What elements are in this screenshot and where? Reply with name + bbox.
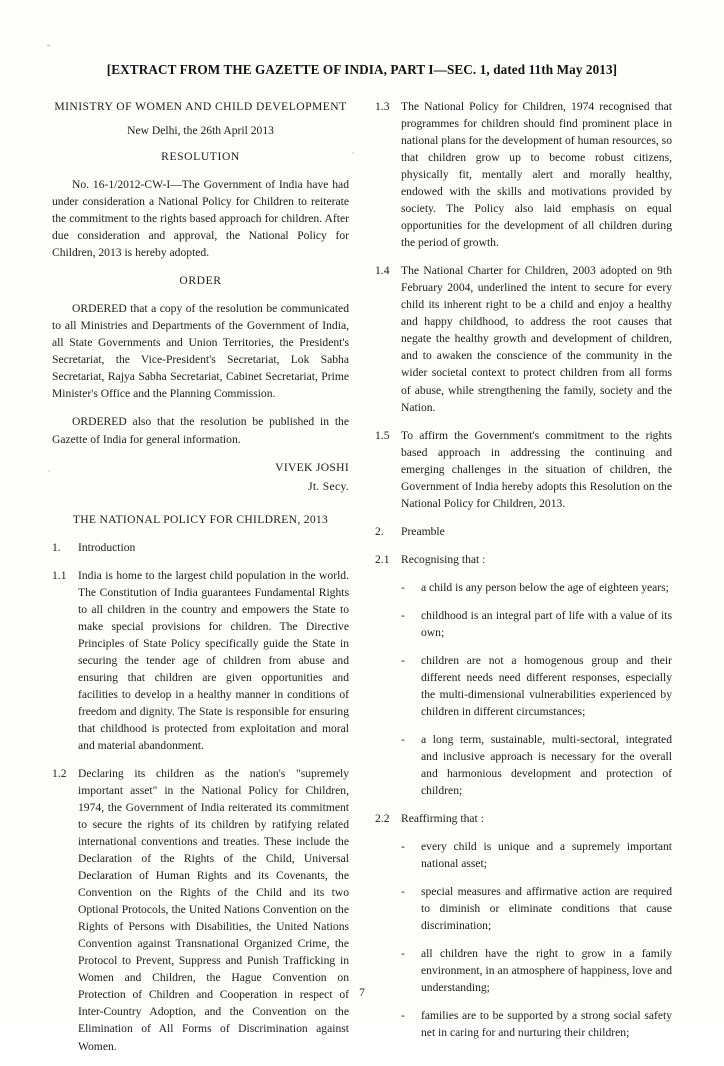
paragraph-1-3-text: The National Policy for Children, 1974 recognised that programmes for children should find prominent place in national plans for the development of human resources, so that children grow up to become robust citizens, physically fit, mentally alert and morally healthy, endowed with the skills and motivations provided by society. The Policy also laid emphasis on equal opportunities for the development of all children during the period of growth.: [401, 100, 672, 250]
paragraph-1-4-text: The National Charter for Children, 2003 adopted on 9th February 2004, underlined the intent to secure for every child its inherent right to be a child and enjoy a healthy and happy childhood, to address the root causes that negate the healthy growth and development of children, and to awaken the conscience of the community in the wider societal context to protect children from all forms of abuse, while strengthening the family, society and the Nation.: [401, 264, 672, 414]
paragraph-2-1-heading: Recognising that :: [401, 552, 486, 566]
paragraph-1-3-number: 1.3: [375, 100, 390, 113]
list-item-text: every child is unique and a supremely important national asset;: [421, 840, 672, 871]
paragraph-2-2-heading: Reaffirming that :: [401, 812, 484, 826]
paragraph-1-3: [375, 98, 672, 251]
list-item: [375, 838, 672, 872]
list-item: [375, 731, 672, 799]
recognising-list: [375, 579, 672, 799]
paragraph-1-2-text: Declaring its children as the nation's "supremely important asset" in the National Policy for Children, 1974, the Government of India reiterated its commitment to secure the rights of its children by ratifying related international conventions and treaties. These include the Declaration of the Rights of the Child, Universal Declaration of Human Rights and its Covenants, the Convention on the Rights of the Child and its two Optional Protocols, the United Nations Convention on the Rights of Persons with Disabilities, the United Nations Convention against Transnational Organized Crime, the Protocol to Prevent, Suppress and Punish Trafficking in Women and Children, the Hague Convention on Protection of Children and Cooperation in respect of Inter-Country Adoption, and the Convention on the Elimination of All Forms of Discrimination against Women.: [78, 767, 349, 1053]
bullet-dash-icon: -: [401, 733, 405, 746]
list-item: [375, 579, 672, 596]
bullet-dash-icon: -: [401, 653, 405, 667]
right-column: [375, 98, 672, 1066]
paragraph-1-4: [375, 262, 672, 415]
signature-name: VIVEK JOSHI: [275, 460, 349, 474]
section-2-preamble: [375, 523, 672, 540]
resolution-heading: RESOLUTION: [161, 150, 240, 164]
list-item: [375, 652, 672, 720]
list-item: [375, 1007, 672, 1041]
bullet-dash-icon: -: [401, 1009, 405, 1023]
resolution-body: No. 16-1/2012-CW-I—The Government of India have had under consideration a National Policy for Children to reiterate the commitment to the rights based approach for children. After due consideration and approval, the National Policy for Children, 2013 is hereby adopted.: [52, 178, 349, 260]
paragraph-2-1-number: 2.1: [375, 552, 390, 566]
paragraph-1-2: [52, 765, 349, 1055]
page-number: 7: [359, 987, 365, 999]
list-item: [375, 607, 672, 641]
ministry-line: MINISTRY OF WOMEN AND CHILD DEVELOPMENT: [54, 100, 347, 113]
gazette-extract-header: [EXTRACT FROM THE GAZETTE OF INDIA, PART I—SEC. 1, dated 11th May 2013]: [106, 62, 618, 77]
place-date-line: New Delhi, the 26th April 2013: [127, 124, 274, 138]
paragraph-2-1: [375, 551, 672, 568]
section-1-heading: Introduction: [78, 540, 136, 554]
paragraph-1-2-number: 1.2: [52, 767, 67, 780]
list-item-text: all children have the right to grow in a family environment, in an atmosphere of happiness, love and understanding;: [421, 947, 672, 995]
paragraph-2-2: [375, 810, 672, 827]
bullet-dash-icon: -: [401, 947, 405, 961]
bullet-dash-icon: -: [401, 840, 405, 854]
list-item-text: childhood is an integral part of life with a value of its own;: [421, 608, 672, 639]
paragraph-1-1: [52, 567, 349, 754]
bullet-dash-icon: -: [401, 580, 405, 594]
left-column: [52, 98, 349, 1066]
paragraph-1-5-text: To affirm the Government's commitment to the rights based approach in addressing the continuing and emerging challenges in the situation of children, the Government of India hereby adopts this Resolution on the National Policy for Children, 2013.: [401, 428, 672, 510]
list-item-text: children are not a homogenous group and their different needs need different responses, especially the multi-dimensional vulnerabilities experienced by children in different circumstances;: [421, 653, 672, 718]
reaffirming-list: [375, 838, 672, 1041]
section-1-number: 1.: [52, 540, 61, 554]
section-1-intro: [52, 539, 349, 556]
order-paragraph-2: ORDERED also that the resolution be published in the Gazette of India for general information.: [52, 415, 349, 446]
paragraph-1-1-text: India is home to the largest child population in the world. The Constitution of India guarantees Fundamental Rights to all children in the country and empowers the State to make special provisions for children. The Directive Principles of State Policy specifically guide the State in securing the tender age of children from abuse and ensuring that children are given opportunities and facilities to develop in a healthy manner in conditions of freedom and dignity. The State is responsible for ensuring that childhood is protected from exploitation and moral and material abandonment.: [78, 568, 349, 752]
bullet-dash-icon: -: [401, 885, 405, 899]
section-2-heading: Preamble: [401, 524, 445, 538]
paragraph-1-4-number: 1.4: [375, 264, 390, 278]
order-paragraph-1: ORDERED that a copy of the resolution be communicated to all Ministries and Departments of the Government of India, all State Governments and Union Territories, the President's Secretariat, the Vice-President's Secretariat, Lok Sabha Secretariat, Rajya Sabha Secretariat, Cabinet Secretariat, Prime Minister's Office and the Planning Commission.: [52, 302, 349, 401]
signature-title: Jt. Secy.: [308, 479, 349, 493]
page-content: [52, 62, 672, 1053]
two-column-body: [52, 98, 672, 1066]
list-item-text: families are to be supported by a strong social safety net in caring for and nurturing their children;: [421, 1009, 672, 1040]
list-item: [375, 883, 672, 934]
scan-speck: [48, 470, 50, 472]
list-item-text: a child is any person below the age of eighteen years;: [421, 580, 669, 594]
policy-title: THE NATIONAL POLICY FOR CHILDREN, 2013: [72, 512, 329, 526]
paragraph-1-1-number: 1.1: [52, 568, 67, 582]
bullet-dash-icon: -: [401, 608, 405, 622]
list-item-text: a long term, sustainable, multi-sectoral, integrated and inclusive approach is necessary for the overall and harmonious development and protection of children;: [421, 733, 672, 798]
paragraph-2-2-number: 2.2: [375, 812, 390, 826]
order-heading: ORDER: [179, 274, 222, 288]
paragraph-1-5-number: 1.5: [375, 428, 390, 442]
paragraph-1-5: [375, 427, 672, 512]
section-2-number: 2.: [375, 524, 384, 538]
list-item-text: special measures and affirmative action are required to diminish or eliminate conditions that cause discrimination;: [421, 885, 672, 933]
scan-speck: [47, 44, 50, 47]
